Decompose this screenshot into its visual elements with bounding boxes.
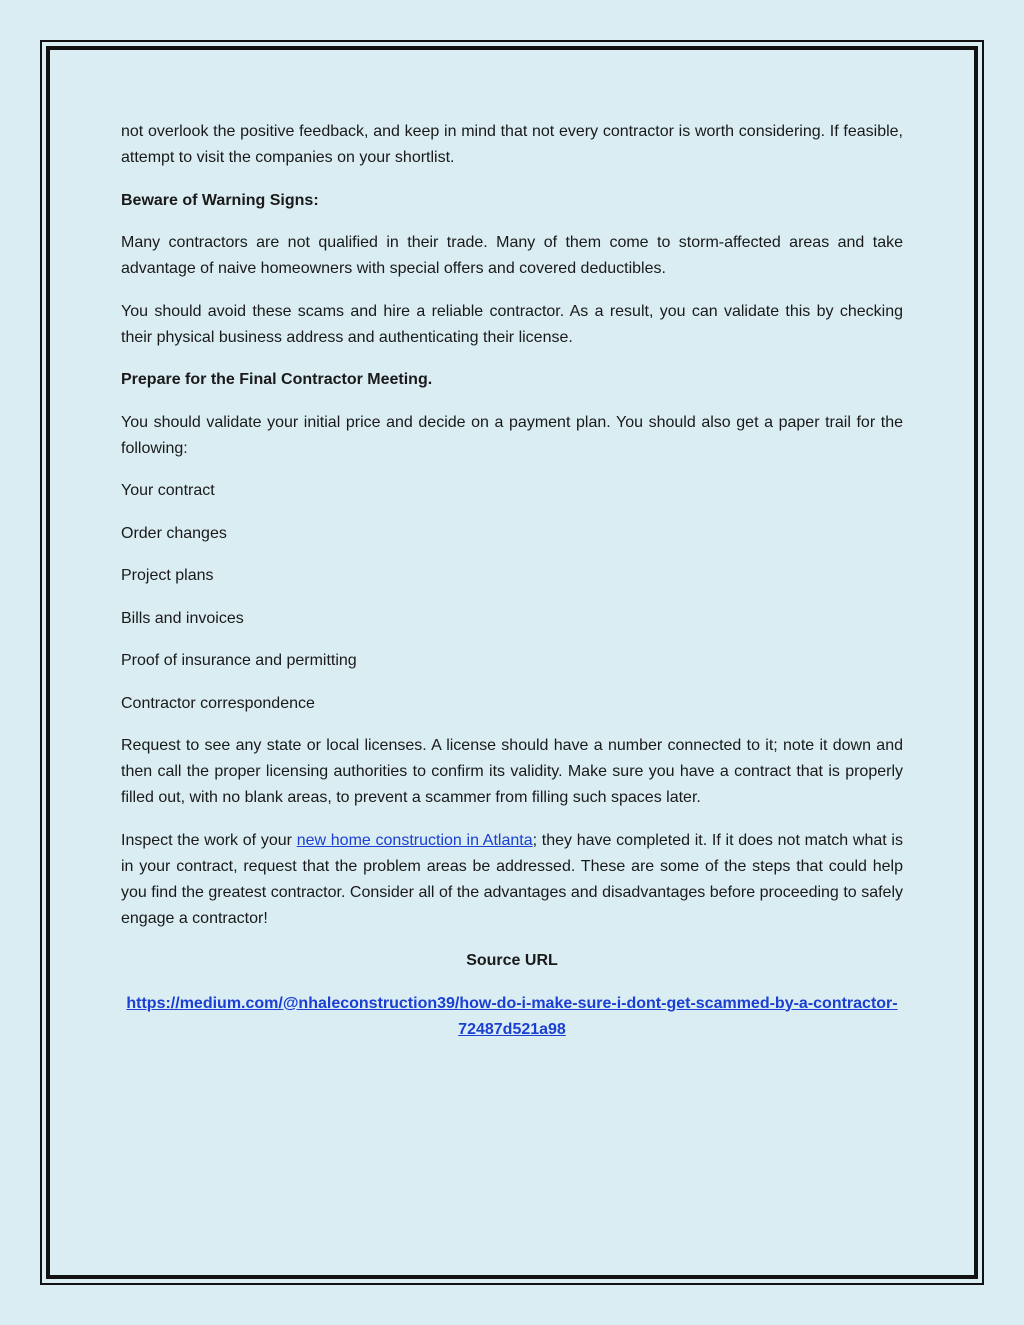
paragraph-text: ; they have completed it. If it does not match what is in your contract, request that the problem areas be addressed. These are some of the steps that could help you find the greatest contractor. Consider all of the advantages and disadvantages before proceeding to safely engage a contractor! [121, 831, 903, 927]
paragraph: You should validate your initial price and decide on a payment plan. You should also get a paper trail for the following: [121, 413, 903, 457]
list-item: Order changes [121, 524, 227, 542]
list-item: Contractor correspondence [121, 694, 315, 712]
source-heading: Source URL [466, 952, 558, 969]
section-heading: Beware of Warning Signs: [121, 191, 319, 209]
source-link-wrapper [121, 991, 903, 1043]
list-item: Bills and invoices [121, 609, 244, 627]
atlanta-construction-link[interactable]: new home construction in Atlanta [296, 831, 533, 849]
paragraph: Many contractors are not qualified in their trade. Many of them come to storm-affected areas and take advantage of naive homeowners with special offers and covered deductibles. [121, 234, 903, 277]
paragraph: not overlook the positive feedback, and keep in mind that not every contractor is worth considering. If feasible, attempt to visit the companies on your shortlist. [121, 123, 903, 166]
document-body [121, 119, 903, 1059]
paragraph: Request to see any state or local licenses. A license should have a number connected to it; note it down and then call the proper licensing authorities to confirm its validity. Make sure you have a contract that is properly filled out, with no blank areas, to prevent a scammer from filling such spaces later. [121, 737, 903, 806]
list-item: Project plans [121, 567, 214, 584]
source-url-link[interactable]: https://medium.com/@nhaleconstruction39/how-do-i-make-sure-i-dont-get-scammed-by-a-contractor-72487d521a98 [126, 994, 898, 1038]
paragraph: You should avoid these scams and hire a reliable contractor. As a result, you can validate this by checking their physical business address and authenticating their license. [121, 302, 903, 346]
list-item: Your contract [121, 482, 215, 499]
paragraph [121, 828, 903, 932]
paragraph-text: Inspect the work of your [121, 831, 297, 849]
section-heading: Prepare for the Final Contractor Meeting. [121, 371, 433, 388]
list-item: Proof of insurance and permitting [121, 652, 357, 669]
